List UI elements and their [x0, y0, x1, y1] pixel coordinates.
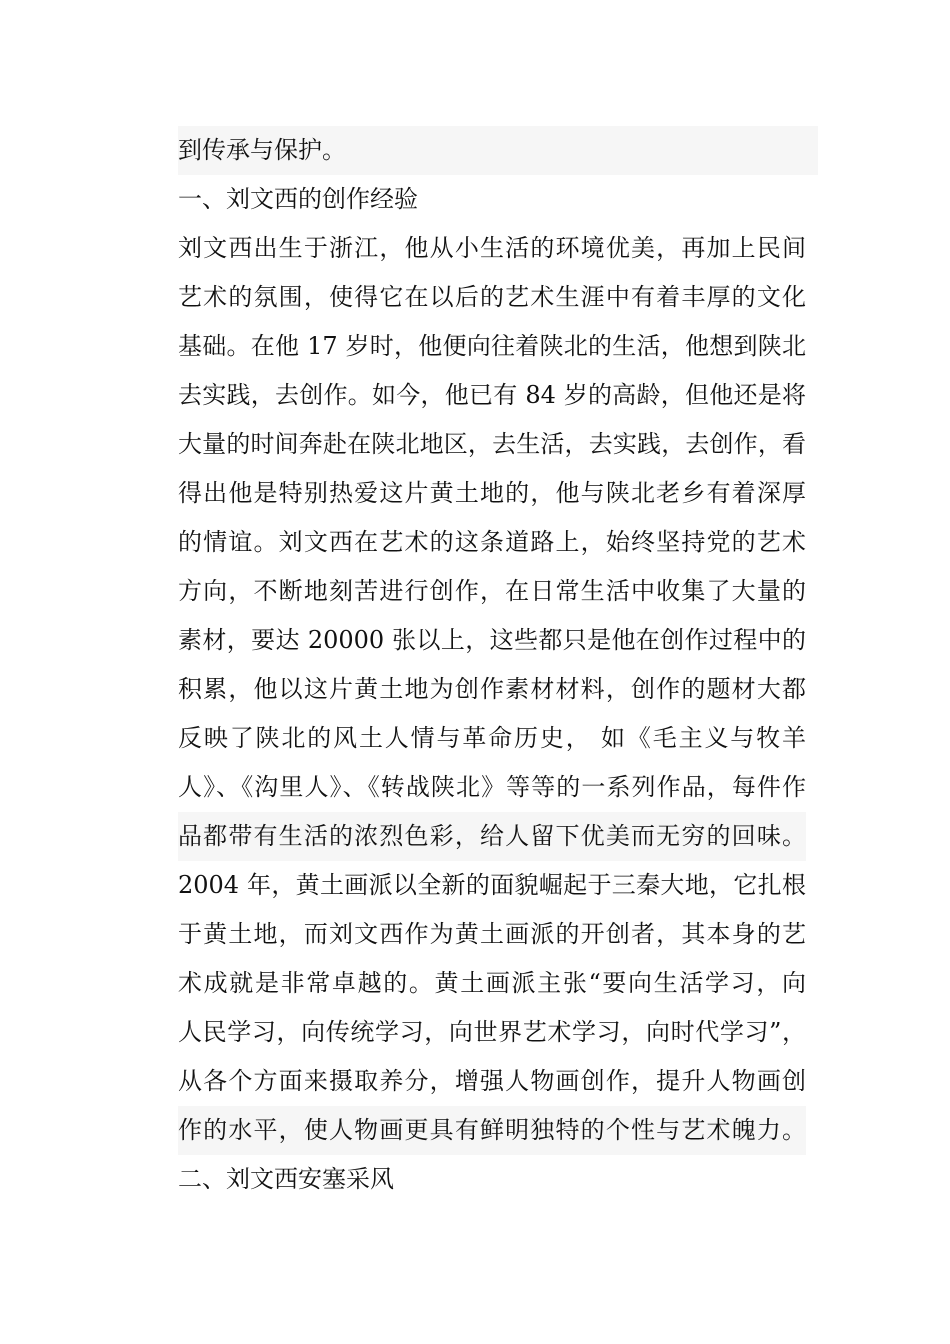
text-line: 刘文西出生于浙江，他从小生活的环境优美，再加上民间: [178, 234, 806, 262]
text-line: 基础。在他 17 岁时，他便向往着陕北的生活，他想到陕北: [178, 332, 806, 360]
text-line: 艺术的氛围，使得它在以后的艺术生涯中有着丰厚的文化: [178, 283, 806, 311]
section-heading: 二、刘文西安塞采风: [178, 1165, 394, 1193]
text-line: 的情谊。刘文西在艺术的这条道路上，始终坚持党的艺术: [178, 528, 806, 556]
text-line: 到传承与保护。: [178, 126, 818, 175]
text-line: 于黄土地，而刘文西作为黄土画派的开创者，其本身的艺: [178, 920, 806, 948]
text-line: 2004 年，黄土画派以全新的面貌崛起于三秦大地，它扎根: [178, 871, 806, 899]
text-line: 反映了陕北的风土人情与革命历史， 如《毛主义与牧羊: [178, 724, 806, 752]
text-line: 作的水平，使人物画更具有鲜明独特的个性与艺术魄力。: [178, 1106, 806, 1155]
text-line: 方向，不断地刻苦进行创作，在日常生活中收集了大量的: [178, 577, 806, 605]
text-line: 人民学习，向传统学习，向世界艺术学习，向时代学习”，: [178, 1018, 806, 1046]
section-heading: 一、刘文西的创作经验: [178, 185, 418, 213]
text-line: 术成就是非常卓越的。黄土画派主张“要向生活学习，向: [178, 969, 806, 997]
text-line: 品都带有生活的浓烈色彩，给人留下优美而无穷的回味。: [178, 812, 806, 861]
text-line: 去实践，去创作。如今，他已有 84 岁的高龄，但他还是将: [178, 381, 806, 409]
text-line: 大量的时间奔赴在陕北地区，去生活，去实践，去创作，看: [178, 430, 806, 458]
document-body: [178, 126, 818, 1204]
text-line: 人》、《沟里人》、《转战陕北》等等的一系列作品，每件作: [178, 773, 806, 801]
text-line: 素材，要达 20000 张以上，这些都只是他在创作过程中的: [178, 626, 806, 654]
text-line: 积累，他以这片黄土地为创作素材材料，创作的题材大都: [178, 675, 806, 703]
text-line: 从各个方面来摄取养分，增强人物画创作，提升人物画创: [178, 1067, 806, 1095]
text-line: 得出他是特别热爱这片黄土地的，他与陕北老乡有着深厚: [178, 479, 806, 507]
